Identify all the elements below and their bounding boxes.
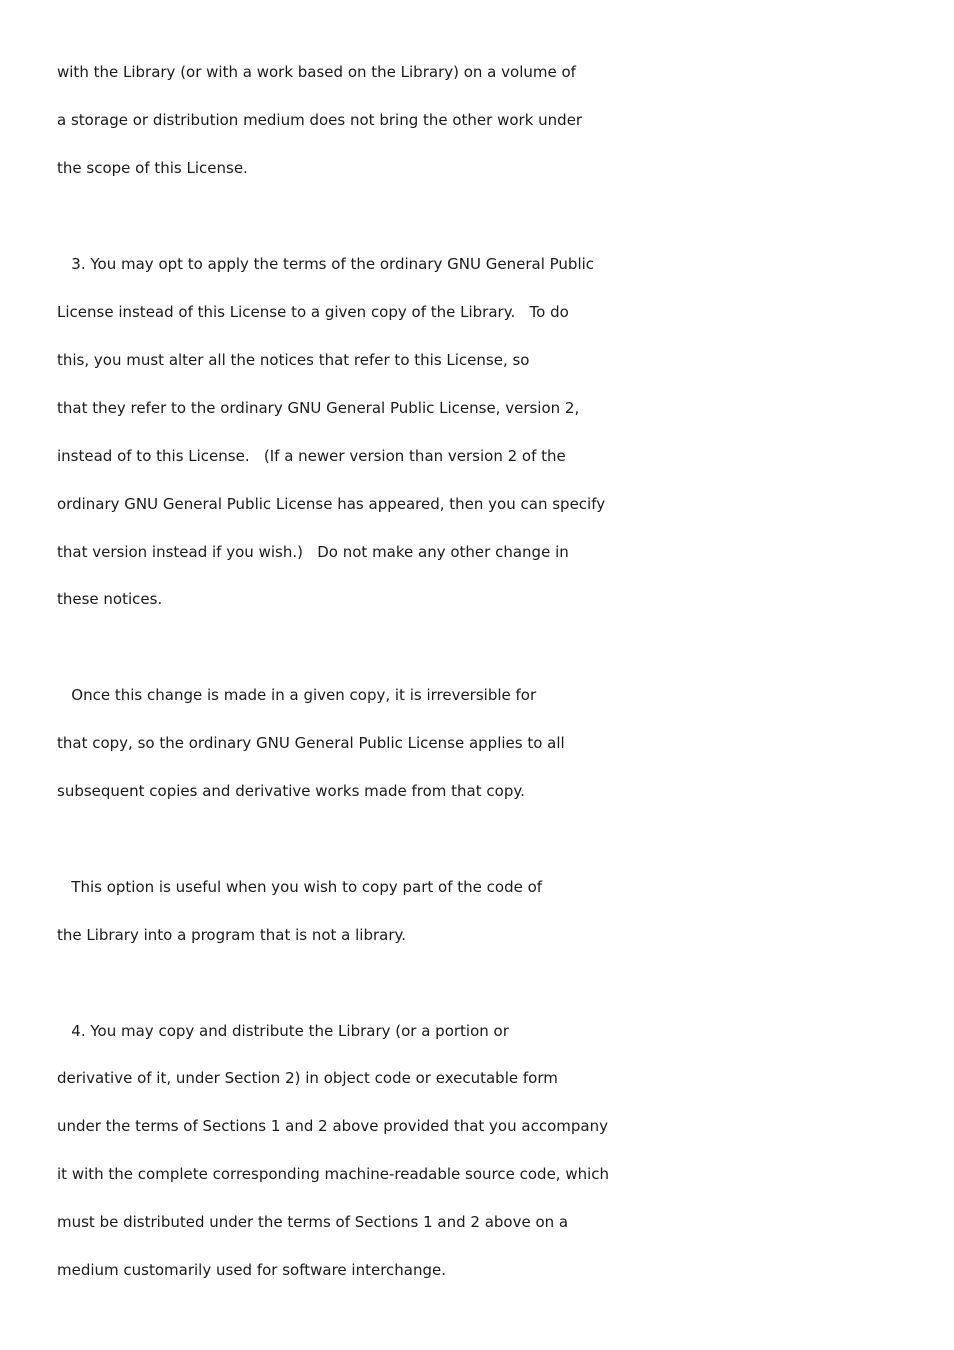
text-line: subsequent copies and derivative works made from that copy. xyxy=(57,782,525,800)
text-line: ordinary GNU General Public License has appeared, then you can specify xyxy=(57,495,606,513)
text-line: instead of to this License. (If a newer version than version 2 of the xyxy=(57,447,566,465)
text-line: under the terms of Sections 1 and 2 above provided that you accompany xyxy=(57,1117,608,1135)
text-line: This option is useful when you wish to copy part of the code of xyxy=(57,878,543,896)
text-line: that they refer to the ordinary GNU General Public License, version 2, xyxy=(57,399,580,417)
text-line: a storage or distribution medium does not bring the other work under xyxy=(57,111,583,129)
text-line: License instead of this License to a given copy of the Library. To do xyxy=(57,303,569,321)
text-line: that version instead if you wish.) Do not make any other change in xyxy=(57,543,569,561)
text-line: 3. You may opt to apply the terms of the ordinary GNU General Public xyxy=(57,255,595,273)
text-line: this, you must alter all the notices that refer to this License, so xyxy=(57,351,530,369)
text-line: that copy, so the ordinary GNU General Public License applies to all xyxy=(57,734,565,752)
text-line: with the Library (or with a work based on the Library) on a volume of xyxy=(57,63,576,81)
text-line: these notices. xyxy=(57,590,163,608)
text-line: derivative of it, under Section 2) in object code or executable form xyxy=(57,1069,558,1087)
text-line: the scope of this License. xyxy=(57,159,248,177)
text-line: must be distributed under the terms of Sections 1 and 2 above on a xyxy=(57,1213,569,1231)
text-line: it with the complete corresponding machine-readable source code, which xyxy=(57,1165,610,1183)
text-line: the Library into a program that is not a library. xyxy=(57,926,407,944)
text-line: Once this change is made in a given copy, it is irreversible for xyxy=(57,686,537,704)
text-line: medium customarily used for software interchange. xyxy=(57,1261,447,1279)
text-line: 4. You may copy and distribute the Library (or a portion or xyxy=(57,1022,509,1040)
